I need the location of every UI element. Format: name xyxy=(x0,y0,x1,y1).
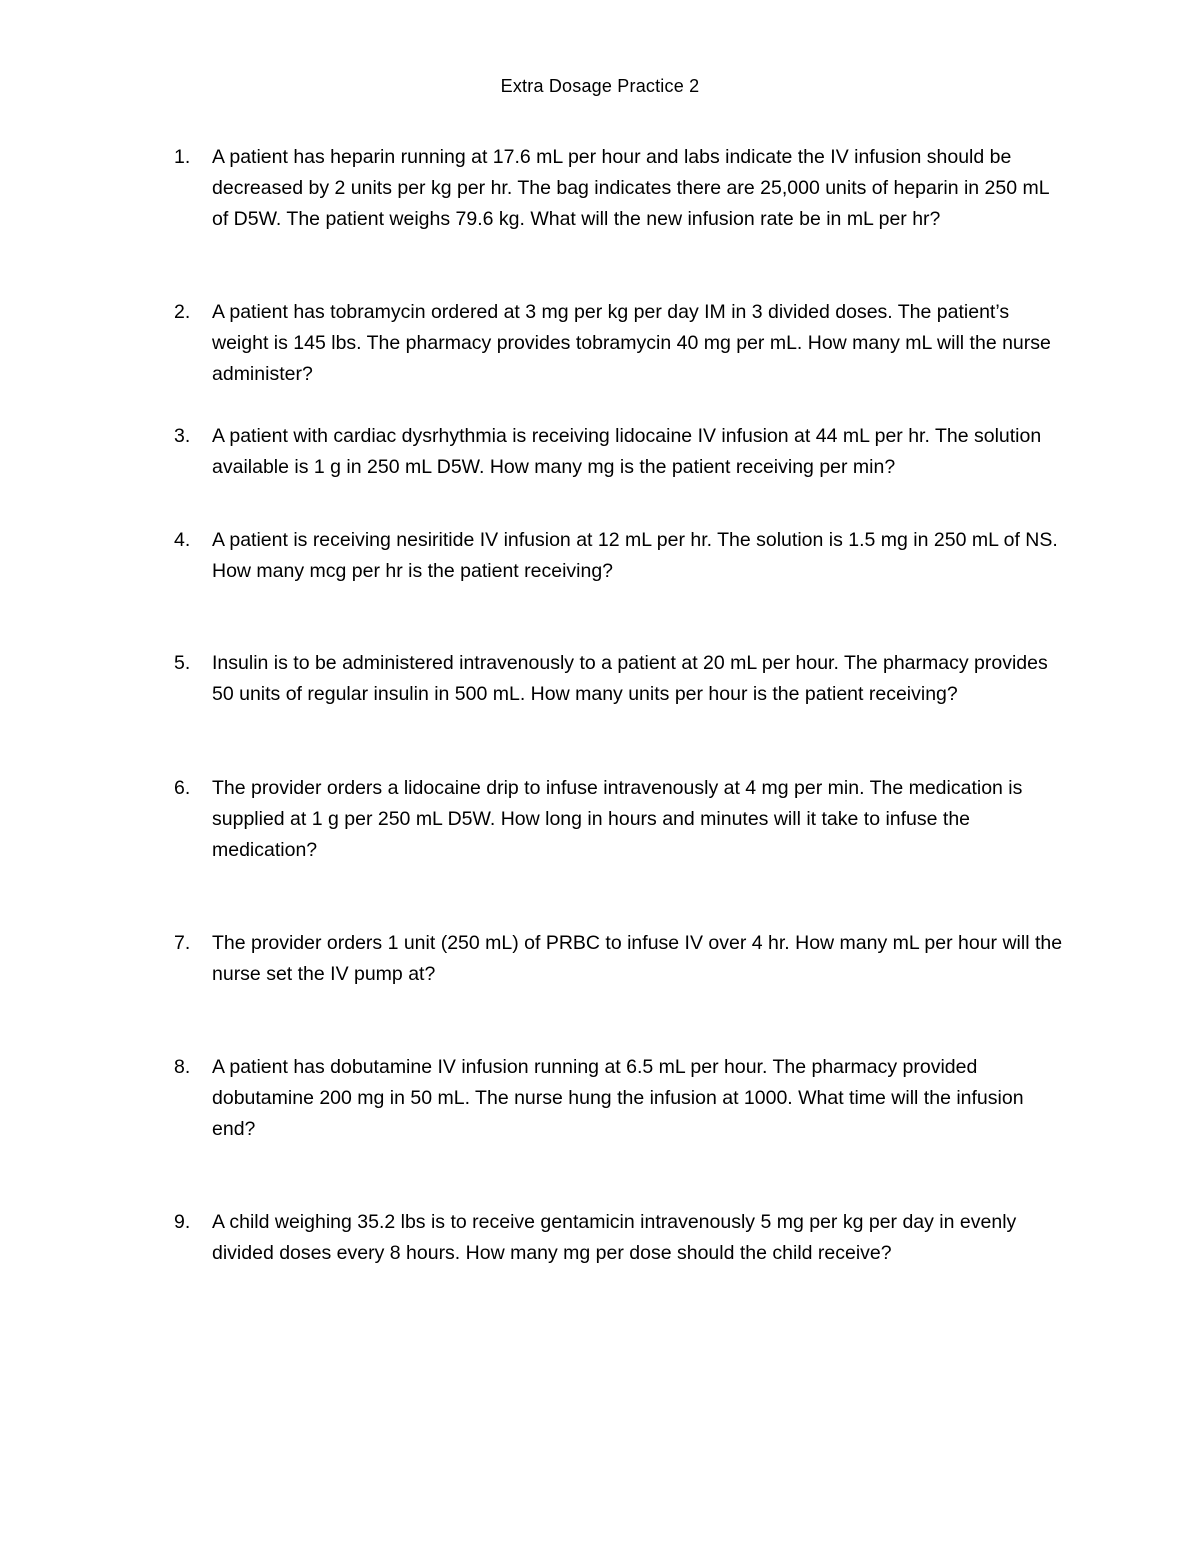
question-2 xyxy=(174,297,1074,390)
question-1 xyxy=(174,142,1074,235)
question-text: The provider orders a lidocaine drip to infuse intravenously at 4 mg per min. The medication is supplied at 1 g per 250 mL D5W. How long in hours and minutes will it take to infuse the medication? xyxy=(212,777,1023,861)
question-text: A patient has tobramycin ordered at 3 mg per kg per day IM in 3 divided doses. The patient’s weight is 145 lbs. The pharmacy provides tobramycin 40 mg per mL. How many mL will the nurse administer? xyxy=(212,301,1051,385)
question-number: 3. xyxy=(174,425,191,447)
question-text: A patient is receiving nesiritide IV infusion at 12 mL per hr. The solution is 1.5 mg in 250 mL of NS. How many mcg per hr is the patient receiving? xyxy=(212,529,1058,582)
question-number: 6. xyxy=(174,777,191,799)
question-text: A patient has heparin running at 17.6 mL per hour and labs indicate the IV infusion should be decreased by 2 units per kg per hr. The bag indicates there are 25,000 units of heparin in 250 mL of D5W. The patient weighs 79.6 kg. What will the new infusion rate be in mL per hr? xyxy=(212,146,1049,230)
question-8 xyxy=(174,1052,1074,1145)
question-number: 9. xyxy=(174,1211,191,1233)
question-5 xyxy=(174,648,1074,710)
question-number: 5. xyxy=(174,652,191,674)
question-number: 1. xyxy=(174,146,191,168)
question-number: 8. xyxy=(174,1056,191,1078)
document-title: Extra Dosage Practice 2 xyxy=(500,76,700,96)
question-7 xyxy=(174,928,1074,990)
question-6 xyxy=(174,773,1074,866)
question-text: The provider orders 1 unit (250 mL) of PRBC to infuse IV over 4 hr. How many mL per hour will the nurse set the IV pump at? xyxy=(212,932,1063,985)
question-text: A patient with cardiac dysrhythmia is receiving lidocaine IV infusion at 44 mL per hr. The solution available is 1 g in 250 mL D5W. How many mg is the patient receiving per min? xyxy=(212,425,1042,478)
question-text: A child weighing 35.2 lbs is to receive gentamicin intravenously 5 mg per kg per day in evenly divided doses every 8 hours. How many mg per dose should the child receive? xyxy=(212,1211,1017,1264)
question-text: Insulin is to be administered intravenously to a patient at 20 mL per hour. The pharmacy provides 50 units of regular insulin in 500 mL. How many units per hour is the patient receiving? xyxy=(212,652,1048,705)
question-3 xyxy=(174,421,1074,483)
question-4 xyxy=(174,525,1074,587)
question-text: A patient has dobutamine IV infusion running at 6.5 mL per hour. The pharmacy provided dobutamine 200 mg in 50 mL. The nurse hung the infusion at 1000. What time will the infusion end? xyxy=(212,1056,1024,1140)
question-9 xyxy=(174,1207,1074,1269)
question-number: 7. xyxy=(174,932,191,954)
question-number: 2. xyxy=(174,301,191,323)
question-number: 4. xyxy=(174,529,191,551)
